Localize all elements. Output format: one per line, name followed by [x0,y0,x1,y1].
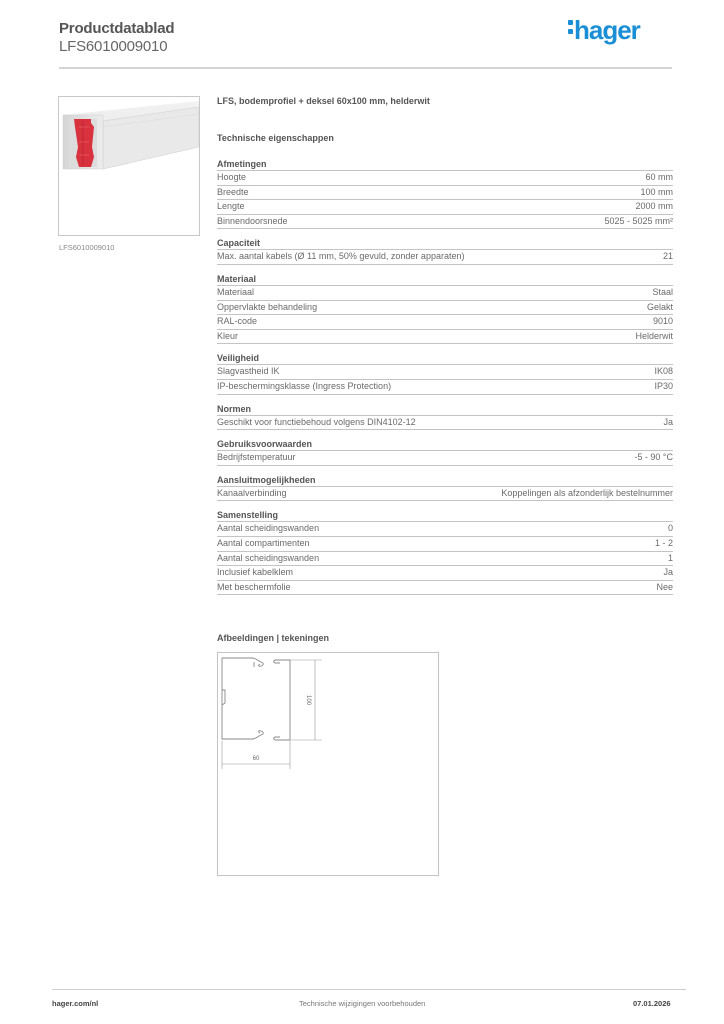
spec-value: Gelakt [646,301,673,312]
spec-group-veiligheid [217,353,673,394]
product-image-caption: LFS6010009010 [59,243,115,252]
spec-value: 9010 [652,316,673,327]
header-divider [59,67,672,69]
footer-divider [52,989,686,990]
spec-label: Breedte [217,186,249,197]
spec-value: Koppelingen als afzonderlijk bestelnummer [501,487,673,498]
spec-group-normen [217,404,673,431]
spec-value: Ja [663,416,673,427]
spec-label: Aantal scheidingswanden [217,552,320,563]
footer-website-link[interactable]: hager.com/nl [52,999,99,1008]
spec-label: Lengte [217,201,245,212]
spec-label: Geschikt voor functiebehoud volgens DIN4102-12 [217,416,416,427]
product-image [58,96,200,236]
spec-row [217,451,673,466]
spec-value: Helderwit [635,330,673,341]
spec-value: 5025 - 5025 mm² [604,215,673,226]
spec-label: Aantal compartimenten [217,537,310,548]
spec-label: RAL-code [217,316,258,327]
spec-label: Oppervlakte behandeling [217,301,318,312]
spec-row [217,581,673,596]
spec-row [217,171,673,186]
spec-row [217,522,673,537]
spec-row [217,537,673,552]
spec-row [217,330,673,345]
group-title: Aansluitmogelijkheden [217,475,673,487]
spec-column [217,96,673,604]
spec-value: 0 [667,523,673,534]
group-title: Capaciteit [217,238,673,250]
spec-row [217,552,673,567]
spec-value: 60 mm [645,172,673,182]
spec-label: Materiaal [217,286,255,297]
spec-row [217,286,673,301]
profile-drawing-icon [218,653,438,875]
spec-value: 100 mm [640,186,673,197]
group-title: Gebruiksvoorwaarden [217,439,673,451]
logo-colon-icon [568,17,574,38]
spec-label: Kleur [217,330,239,341]
spec-label: Aantal scheidingswanden [217,523,320,534]
spec-row [217,566,673,581]
hager-logo [568,15,640,46]
spec-value: Ja [663,567,673,578]
spec-row [217,250,673,265]
spec-row [217,416,673,431]
spec-group-materiaal [217,274,673,344]
spec-label: Hoogte [217,172,247,182]
drawings-title: Afbeeldingen | tekeningen [217,633,330,643]
spec-value: -5 - 90 °C [634,452,673,463]
spec-value: Nee [656,581,673,592]
spec-group-samenstelling [217,510,673,595]
spec-value: IP30 [654,380,673,391]
spec-label: Binnendoorsnede [217,215,288,226]
spec-row [217,200,673,215]
spec-group-capaciteit [217,238,673,265]
spec-group-gebruiksvoorwaarden [217,439,673,466]
group-title: Materiaal [217,274,673,286]
logo-text: hager [574,15,640,45]
spec-row [217,380,673,395]
spec-label: Inclusief kabelklem [217,567,294,578]
spec-group-aansluitmogelijkheden [217,475,673,502]
spec-value: 1 [667,552,673,563]
spec-group-afmetingen [217,159,673,229]
dim-height-label: 100 [305,694,311,706]
spec-label: Max. aantal kabels (Ø 11 mm, 50% gevuld, zonder apparaten) [217,251,465,262]
group-title: Samenstelling [217,510,673,522]
tech-specs-title: Technische eigenschappen [217,133,334,143]
technical-drawing [217,652,439,876]
group-title: Normen [217,404,673,416]
article-number: LFS6010009010 [59,38,168,55]
spec-value: 2000 mm [635,201,673,212]
spec-row [217,301,673,316]
spec-row [217,215,673,230]
spec-label: IP-beschermingsklasse (Ingress Protection) [217,380,392,391]
page-title: Productdatablad [59,20,175,37]
spec-value: 21 [662,251,673,262]
spec-label: Met beschermfolie [217,581,291,592]
spec-label: Bedrijfstemperatuur [217,452,296,463]
spec-value: 1 - 2 [654,537,673,548]
group-title: Afmetingen [217,159,673,171]
spec-row [217,186,673,201]
footer-date: 07.01.2026 [633,999,671,1008]
footer-disclaimer: Technische wijzigingen voorbehouden [299,999,426,1008]
group-title: Veiligheid [217,353,673,365]
product-description: LFS, bodemprofiel + deksel 60x100 mm, helderwit [217,96,430,106]
spec-value: Staal [652,286,673,297]
spec-row [217,365,673,380]
spec-label: Slagvastheid IK [217,366,280,377]
spec-label: Kanaalverbinding [217,487,287,498]
spec-value: IK08 [654,366,673,377]
dim-width-label: 60 [252,756,260,762]
cable-trunking-photo-icon [59,97,199,235]
spec-row [217,315,673,330]
spec-row [217,487,673,502]
